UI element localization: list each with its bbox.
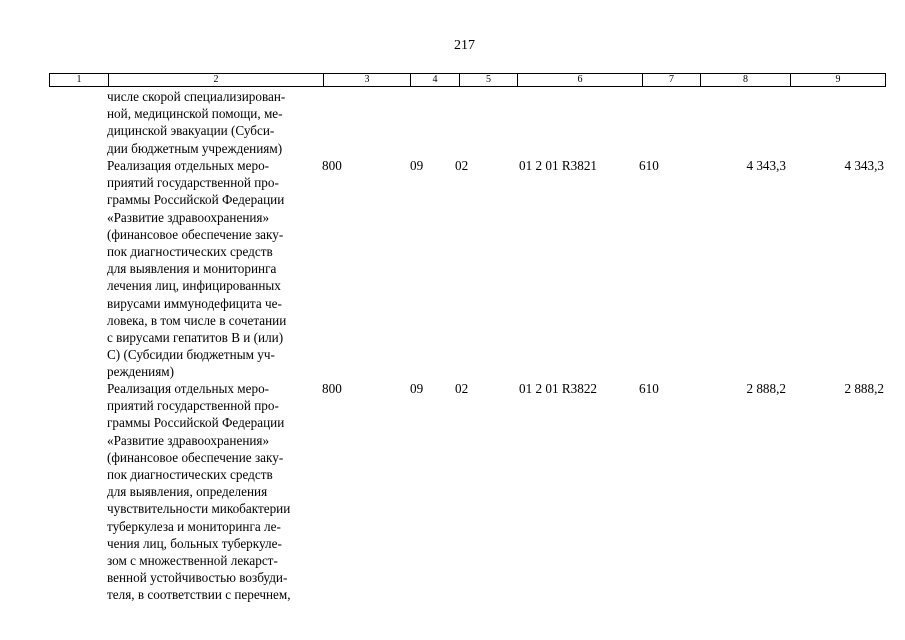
row-amount-2: 2 888,2 <box>844 381 884 396</box>
row-description: Реализация отдельных меро- приятий государственной про- граммы Российской Федерации «Развитие здравоохранения» (финансовое обеспечение заку- пок диагностических средств для выявления и мониторинга лечения лиц, инфицированных вирусами иммунодефицита че- ловека, в том числе в сочетании с вирусами гепатитов В и (или) С) (Субсидии бюджетным уч- реждениям) <box>107 158 287 380</box>
header-col-5: 5 <box>459 74 517 86</box>
row-amount-1: 4 343,3 <box>746 158 786 173</box>
row-target-article: 01 2 01 R3822 <box>519 381 598 396</box>
header-col-4: 4 <box>410 74 459 86</box>
header-col-7: 7 <box>642 74 700 86</box>
page-number: 217 <box>454 38 475 53</box>
header-col-1: 1 <box>76 74 82 85</box>
row-expense-type: 610 <box>639 381 659 396</box>
row-description: Реализация отдельных меро- приятий государственной про- граммы Российской Федерации «Развитие здравоохранения» (финансовое обеспечение заку- пок диагностических средств для выявления, определения чувствительности микобактерии туберкулеза и мониторинга ле- чения лиц, больных туберкуле- зом с множественной лекарст- венной устойчивостью возбуди- теля, в соответствии с перечнем, <box>107 381 291 603</box>
row-amount-2: 4 343,3 <box>844 158 884 173</box>
header-col-2: 2 <box>108 74 323 86</box>
table-header <box>49 73 886 87</box>
header-col-3: 3 <box>323 74 410 86</box>
row-code-admin: 800 <box>322 158 342 173</box>
row-code-admin: 800 <box>322 381 342 396</box>
header-col-6: 6 <box>517 74 642 86</box>
row-subsection: 02 <box>455 158 469 173</box>
row-amount-1: 2 888,2 <box>746 381 786 396</box>
row-expense-type: 610 <box>639 158 659 173</box>
row-section: 09 <box>410 381 424 396</box>
header-col-8: 8 <box>700 74 790 86</box>
row-description: числе скорой специализирован- ной, медицинской помощи, ме- дицинской эвакуации (Субси- дии бюджетным учреждениям) <box>107 89 286 156</box>
row-subsection: 02 <box>455 381 469 396</box>
row-target-article: 01 2 01 R3821 <box>519 158 598 173</box>
row-section: 09 <box>410 158 424 173</box>
header-col-9: 9 <box>790 74 885 86</box>
